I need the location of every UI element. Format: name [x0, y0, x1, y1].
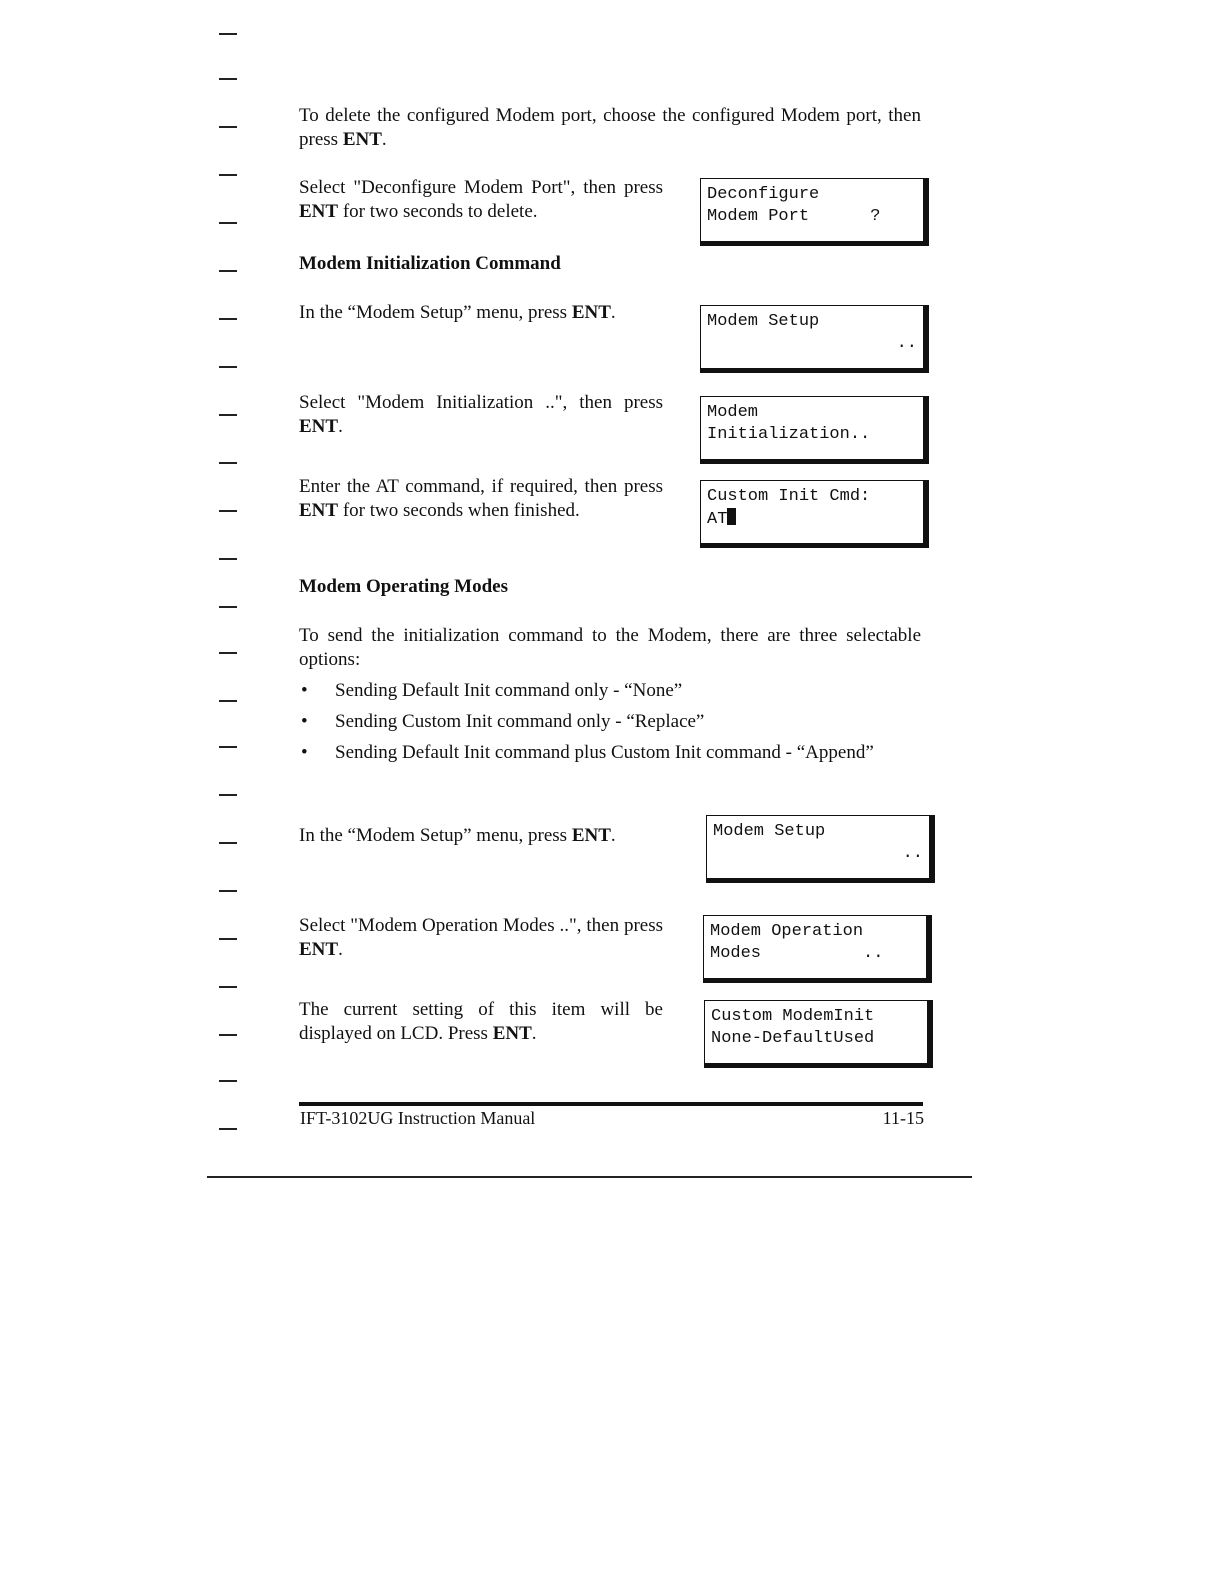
lcd-line-1: Modem Setup	[713, 822, 826, 841]
lcd-line-1: Modem Setup	[707, 312, 820, 331]
list-item: • Sending Default Init command plus Custom Init command - “Append”	[299, 741, 921, 765]
modem-setup-paragraph-2: In the “Modem Setup” menu, press ENT.	[299, 825, 616, 846]
lcd-line-2: ..	[902, 844, 923, 863]
ent-key: ENT	[342, 129, 382, 150]
lcd-line-2: None-DefaultUsed	[711, 1029, 875, 1048]
text-cursor-icon	[727, 508, 736, 525]
modes-heading: Modem Operating Modes	[299, 576, 508, 597]
lcd-deconfigure	[700, 178, 929, 246]
ent-key: ENT	[299, 939, 339, 960]
lcd-operation-modes	[703, 915, 932, 983]
modes-intro-paragraph: To send the initialization command to the Modem, there are three selectable options:	[299, 625, 921, 670]
intro-paragraph: To delete the configured Modem port, choose the configured Modem port, then press ENT.	[299, 105, 921, 150]
init-heading: Modem Initialization Command	[299, 253, 561, 274]
ent-key: ENT	[299, 201, 339, 222]
lcd-modem-setup-1	[700, 305, 929, 373]
list-item: • Sending Custom Init command only - “Replace”	[299, 710, 921, 734]
list-item: • Sending Default Init command only - “None”	[299, 679, 921, 703]
current-setting-paragraph: The current setting of this item will be displayed on LCD. Press ENT.	[299, 999, 663, 1044]
lcd-line-2: Modem Port ?	[707, 207, 881, 226]
operation-modes-paragraph: Select "Modem Operation Modes ..", then press ENT.	[299, 915, 663, 960]
bottom-divider	[207, 1176, 972, 1178]
modem-init-paragraph: Select "Modem Initialization ..", then press ENT.	[299, 392, 663, 437]
lcd-line-1: Custom ModemInit	[711, 1007, 875, 1026]
lcd-line-2: Modes ..	[710, 944, 884, 963]
lcd-current-setting	[704, 1000, 933, 1068]
at-command-paragraph: Enter the AT command, if required, then press ENT for two seconds when finished.	[299, 476, 663, 521]
lcd-line-1: Deconfigure	[707, 185, 820, 204]
lcd-line-2: AT	[707, 508, 917, 530]
lcd-modem-init	[700, 396, 929, 464]
modem-setup-paragraph-1: In the “Modem Setup” menu, press ENT.	[299, 302, 616, 323]
modes-option-list	[299, 679, 921, 772]
lcd-custom-init-cmd	[700, 480, 929, 548]
lcd-line-2: Initialization..	[707, 425, 871, 444]
footer-divider	[299, 1102, 923, 1106]
deconfigure-paragraph: Select "Deconfigure Modem Port", then press ENT for two seconds to delete.	[299, 177, 663, 222]
lcd-line-1: Modem Operation	[710, 922, 864, 941]
lcd-line-1: Modem	[707, 403, 759, 422]
lcd-modem-setup-2	[706, 815, 935, 883]
ent-key: ENT	[492, 1023, 532, 1044]
manual-title: IFT-3102UG Instruction Manual	[300, 1108, 536, 1128]
ent-key: ENT	[571, 825, 611, 846]
lcd-line-1: Custom Init Cmd:	[707, 487, 871, 506]
ent-key: ENT	[571, 302, 611, 323]
lcd-line-2: ..	[896, 334, 917, 353]
ent-key: ENT	[299, 416, 339, 437]
ent-key: ENT	[299, 500, 339, 521]
page-number: 11-15	[882, 1108, 924, 1128]
